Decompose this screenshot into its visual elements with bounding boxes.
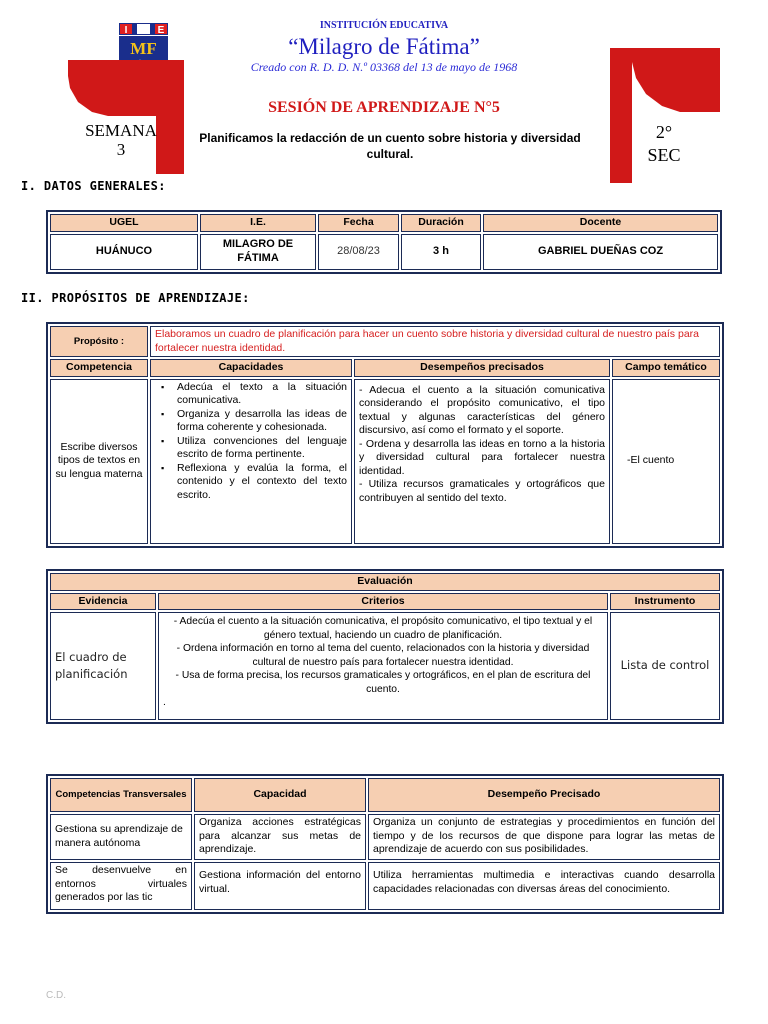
header-ie: I.E. bbox=[200, 214, 316, 232]
criterio-item: - Usa de forma precisa, los recursos gramaticales y ortográficos, en el plan de escritura del cuento. bbox=[175, 670, 591, 695]
cell-ugel: HUÁNUCO bbox=[50, 234, 198, 270]
evaluation-title: Evaluación bbox=[50, 573, 720, 591]
header-fecha: Fecha bbox=[318, 214, 399, 232]
purpose-text: Elaboramos un cuadro de planificación para hacer un cuento sobre historia y diversidad cultural de nuestro país para fortalecer nuestra identidad. bbox=[150, 326, 720, 357]
capacidad-item: ▪ Reflexiona y evalúa la forma, el contenido y el contexto del texto escrito. bbox=[177, 462, 347, 503]
desempeno-item: - Adecua el cuento a la situación comunicativa considerando el propósito comunicativo, el tipo textual y algunas características del género discursivo, así como el formato y el soporte. bbox=[359, 383, 605, 436]
header-desempenos: Desempeños precisados bbox=[354, 359, 610, 377]
transversal-row bbox=[50, 814, 720, 860]
evaluation-header-row bbox=[50, 593, 720, 611]
general-data-row bbox=[50, 234, 718, 270]
week-number: 3 bbox=[116, 140, 126, 159]
criterios-end: . bbox=[163, 697, 166, 708]
cell-fecha: 28/08/23 bbox=[318, 234, 399, 270]
section-general-data-title: I. DATOS GENERALES: bbox=[21, 179, 166, 193]
header-capacidad: Capacidad bbox=[194, 778, 366, 812]
cell-ie: MILAGRO DE FÁTIMA bbox=[200, 234, 316, 270]
cell-desempenos bbox=[354, 379, 610, 544]
header-capacidades: Capacidades bbox=[150, 359, 352, 377]
session-title: SESIÓN DE APRENDIZAJE N°5 bbox=[268, 99, 500, 116]
capacidad-item: ▪ Utiliza convenciones del lenguaje escrito de forma pertinente. bbox=[177, 435, 347, 462]
header-desempeno-precisado: Desempeño Precisado bbox=[368, 778, 720, 812]
grade-value: 2° bbox=[655, 122, 673, 142]
section-purposes-title: II. PROPÓSITOS DE APRENDIZAJE: bbox=[21, 291, 250, 305]
session-theme: Planificamos la redacción de un cuento sobre historia y diversidad cultural. bbox=[199, 131, 581, 161]
cell-docente: GABRIEL DUEÑAS COZ bbox=[483, 234, 718, 270]
header-criterios: Criterios bbox=[158, 593, 608, 611]
cell-instrumento: Lista de control bbox=[610, 612, 720, 720]
cell-transversal-competencia: Gestiona su aprendizaje de manera autónoma bbox=[50, 814, 192, 860]
purpose-row bbox=[50, 326, 720, 357]
logo-letter-left: I bbox=[124, 25, 128, 36]
criterio-item: - Adecúa el cuento a la situación comunicativa, el propósito comunicativo, el tipo textual y el género textual, haciendo un cuadro de planificación. bbox=[173, 616, 593, 641]
header-ugel: UGEL bbox=[50, 214, 198, 232]
cell-competencia: Escribe diversos tipos de textos en su lengua materna bbox=[50, 379, 148, 544]
section-value: SEC bbox=[647, 145, 681, 165]
cell-transversal-desempeno: Organiza un conjunto de estrategias y procedimientos en función del tiempo y de los recursos de que dispone para lograr las metas de aprendizaje de acuerdo con sus posibilidades. bbox=[368, 814, 720, 860]
header-docente: Docente bbox=[483, 214, 718, 232]
week-badge bbox=[80, 121, 162, 159]
criterio-item: - Ordena información en torno al tema del cuento, relacionados con la historia y diversidad cultural de nuestro país para fortalecer nuestra identidad. bbox=[176, 643, 590, 668]
week-label: SEMANA bbox=[85, 121, 157, 140]
transversal-header-row bbox=[50, 778, 720, 812]
header-instrumento: Instrumento bbox=[610, 593, 720, 611]
cell-transversal-capacidad: Gestiona información del entorno virtual. bbox=[194, 862, 366, 910]
evaluation-title-row bbox=[50, 573, 720, 591]
header-competencia: Competencia bbox=[50, 359, 148, 377]
cell-campo-tematico: -El cuento bbox=[612, 379, 720, 544]
cell-criterios bbox=[158, 612, 608, 720]
purpose-label: Propósito : bbox=[50, 326, 148, 357]
school-name: “Milagro de Fátima” bbox=[288, 34, 480, 59]
transversal-table bbox=[46, 774, 724, 914]
creation-resolution: Creado con R. D. D. N.º 03368 del 13 de mayo de 1968 bbox=[250, 60, 518, 74]
header-evidencia: Evidencia bbox=[50, 593, 156, 611]
capacidades-list bbox=[157, 381, 347, 503]
header-duracion: Duración bbox=[401, 214, 481, 232]
general-data-header-row bbox=[50, 214, 718, 232]
desempeno-item: - Utiliza recursos gramaticales y ortográficos que contribuyen al sentido del texto. bbox=[359, 478, 605, 504]
cell-duracion: 3 h bbox=[401, 234, 481, 270]
header-competencias-transversales: Competencias Transversales bbox=[50, 778, 192, 812]
purposes-table bbox=[46, 322, 724, 548]
institution-label: INSTITUCIÓN EDUCATIVA bbox=[319, 20, 449, 31]
general-data-table bbox=[46, 210, 722, 274]
cell-evidencia: El cuadro de planificación bbox=[50, 612, 156, 720]
transversal-row bbox=[50, 862, 720, 910]
purposes-header-row bbox=[50, 359, 720, 377]
cell-transversal-capacidad: Organiza acciones estratégicas para alcanzar sus metas de aprendizaje. bbox=[194, 814, 366, 860]
cell-transversal-desempeno: Utiliza herramientas multimedia e interactivas cuando desarrolla capacidades relacionadas con diversas áreas del conocimiento. bbox=[368, 862, 720, 910]
capacidad-item: ▪ Adecúa el texto a la situación comunicativa. bbox=[177, 381, 347, 408]
cell-capacidades bbox=[150, 379, 352, 544]
purposes-content-row bbox=[50, 379, 720, 544]
cell-transversal-competencia: Se desenvuelve en entornos virtuales generados por las tic bbox=[50, 862, 192, 910]
logo-letter-right: E bbox=[157, 25, 165, 36]
evaluation-content-row bbox=[50, 612, 720, 720]
footer-mark: C.D. bbox=[46, 990, 66, 1001]
evaluation-table bbox=[46, 569, 724, 724]
desempeno-item: - Ordena y desarrolla las ideas en torno a la historia y diversidad cultural para fortalecer nuestra identidad. bbox=[359, 437, 605, 477]
logo-monogram: MF bbox=[130, 39, 157, 58]
grade-badge bbox=[632, 121, 696, 167]
header-campo-tematico: Campo temático bbox=[612, 359, 720, 377]
capacidad-item: ▪ Organiza y desarrolla las ideas de forma coherente y cohesionada. bbox=[177, 408, 347, 435]
